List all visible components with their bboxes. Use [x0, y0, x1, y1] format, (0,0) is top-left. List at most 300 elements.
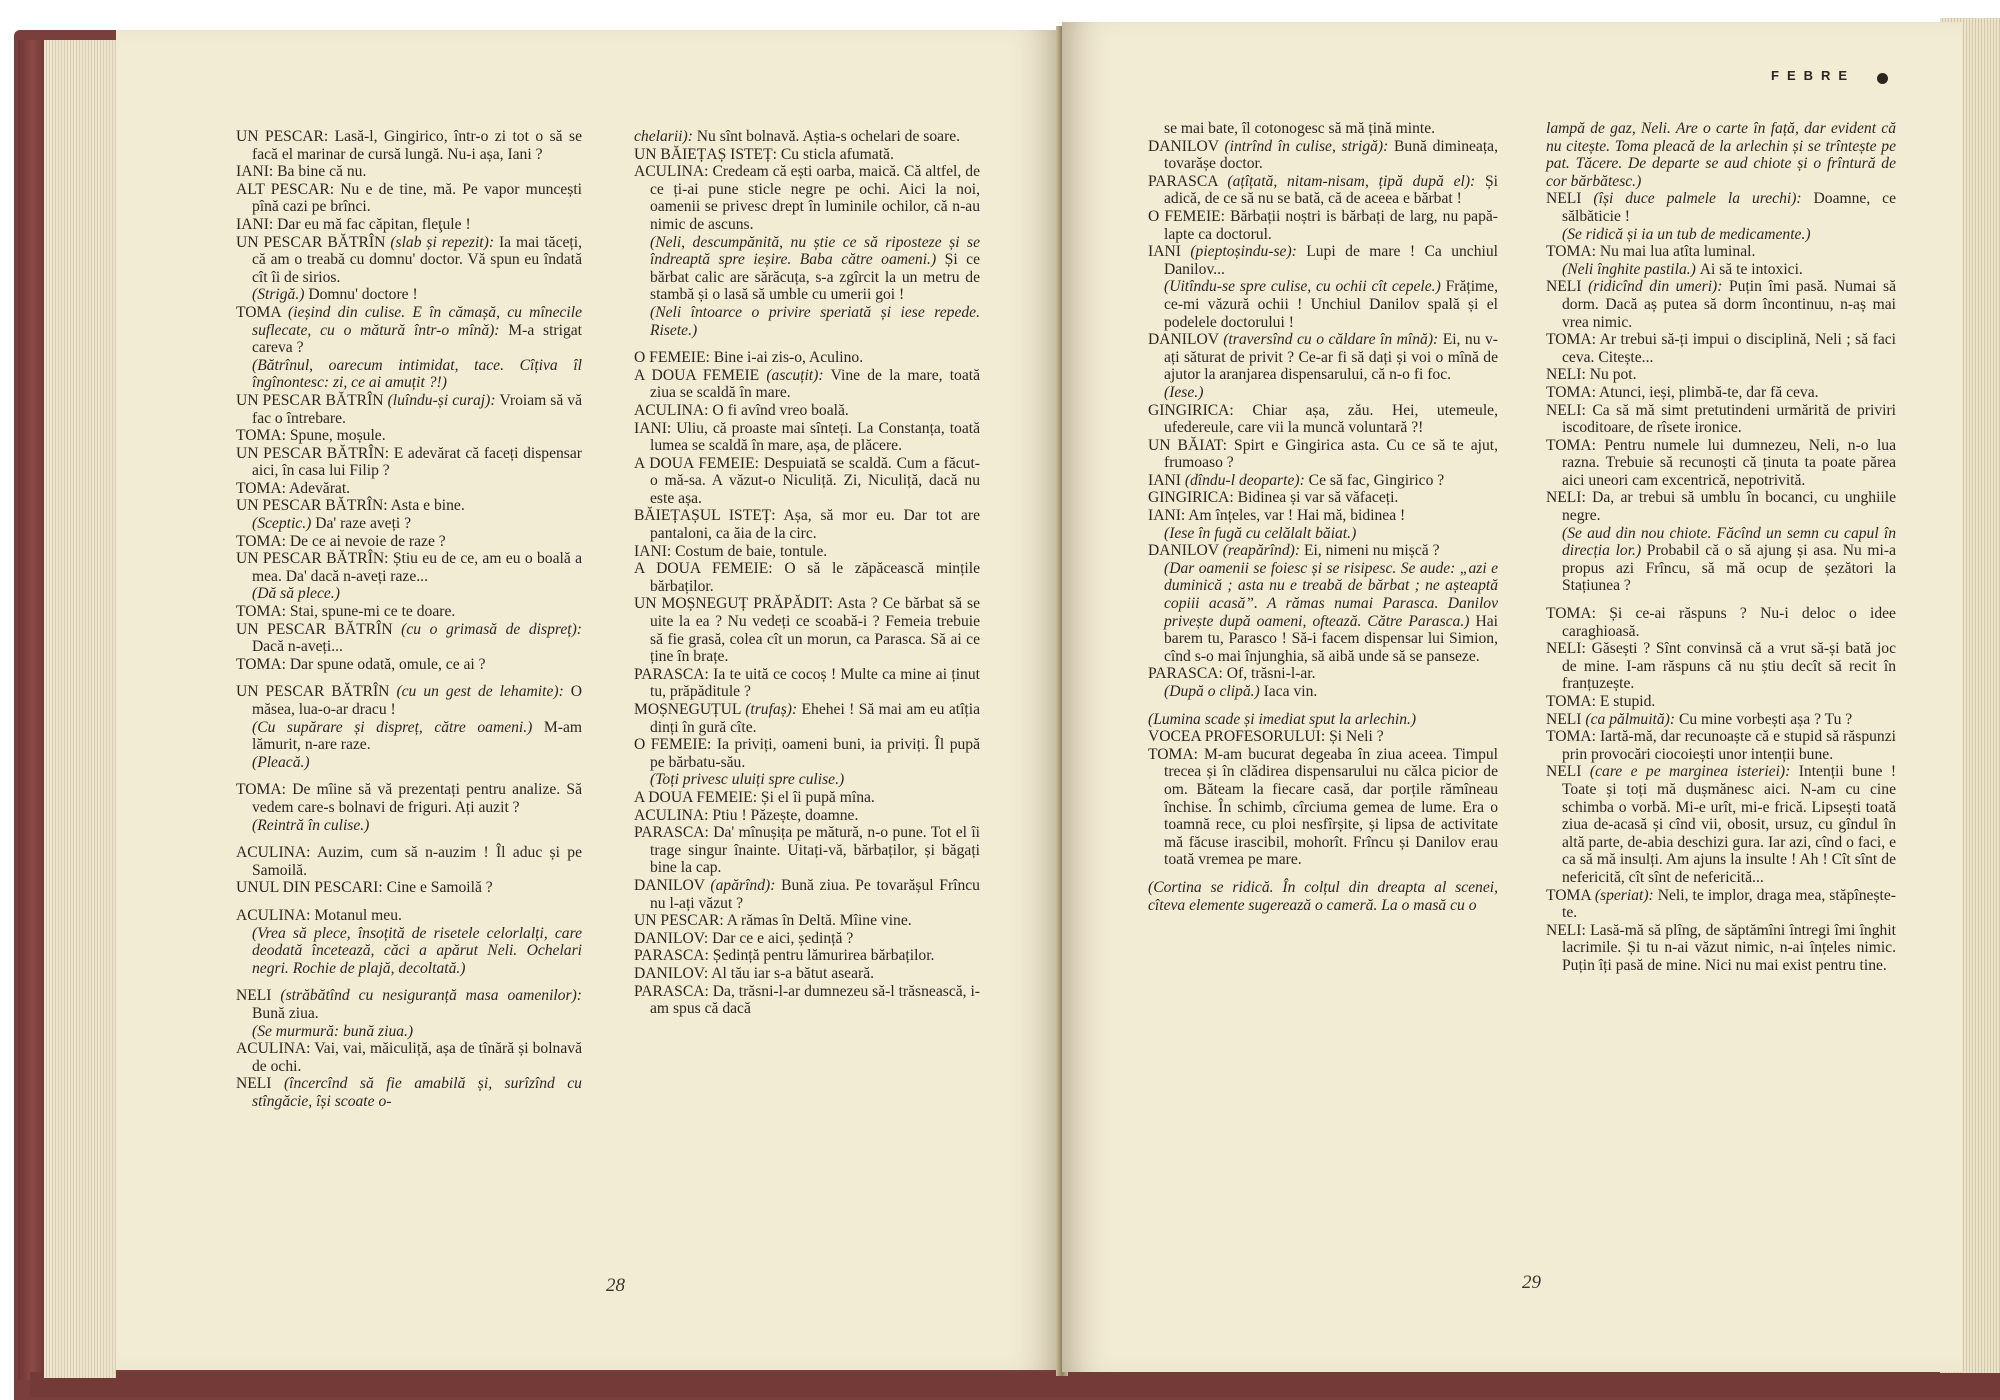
speaker-name: TOMA:: [1546, 436, 1605, 454]
text-paragraph: [1546, 525, 1896, 595]
text-paragraph: [1148, 711, 1498, 729]
text-paragraph: [236, 987, 582, 1022]
speaker-name: TOMA:: [236, 427, 290, 445]
stage-direction: (Se ridică și ia un tub de medicamente.): [1562, 225, 1811, 243]
dialogue-text: Vine de la mare, toată ziua se scaldă în mare.: [650, 366, 980, 402]
speaker-name: TOMA:: [1546, 728, 1600, 746]
speaker-name: UN PESCAR BĂTRÎN: [236, 620, 402, 638]
text-paragraph: [1546, 763, 1896, 886]
text-paragraph: [236, 216, 582, 234]
text-paragraph: [1148, 402, 1498, 437]
dialogue-text: Ptiu ! Păzește, doamne.: [712, 806, 859, 824]
text-paragraph: [236, 781, 582, 816]
text-paragraph: [634, 420, 980, 455]
dialogue-text: Ei, nu v-ați săturat de privit ? Ce-ar fi să dați și voi o mînă de ajutor la aranjarea dispensarului, că n-o fi foc.: [1164, 331, 1498, 384]
text-paragraph: [236, 585, 582, 603]
speaker-name: GINGIRICA:: [1148, 401, 1253, 419]
dialogue-text: Pentru numele lui dumnezeu, Neli, n-o lua razna. Trebuie să recunoști că ținuta ta poate părea aici uneori cam excentrică, nepotrivită.: [1562, 436, 1896, 489]
stage-direction: (Neli întoarce o privire speriată și iese repede. Risete.): [650, 303, 980, 339]
speaker-name: NELI: [1546, 190, 1594, 208]
speaker-name: ACULINA:: [634, 806, 713, 824]
text-paragraph: [634, 128, 980, 146]
text-paragraph: [236, 304, 582, 357]
dialogue-text: Știu eu de ce, am eu o boală a mea. Da' dacă n-aveți raze...: [252, 550, 582, 585]
stage-direction: (dîndu-l deoparte):: [1184, 471, 1309, 489]
stage-direction: (Uitîndu-se spre culise, cu ochii cît cepele.): [1164, 278, 1446, 296]
dialogue-text: Bună ziua. Pe tovarășul Frîncu nu l-ați văzut ?: [650, 876, 980, 912]
dialogue-text: Și adică, de ce să nu se bată, că de aceea e bărbat !: [1164, 172, 1498, 208]
dialogue-text: M-am bucurat degeaba în ziua aceea. Timpul trecea și în clădirea dispensarului nu călca picior de om. Băteam la fiecare casă, dar porțile rămîneau închise. În schimb, cîrciuma gemea de lume. Era o toamnă rece, cu ploi nesfîrșite, și lipsa de activitate mă făcuse irascibil, mohorît. Frîncu și Danilov erau toată vremea pe mare.: [1164, 745, 1498, 869]
right-column-1: [1148, 120, 1498, 914]
speaker-name: TOMA:: [1546, 693, 1600, 710]
dialogue-text: Dar spune odată, omule, ce ai ?: [289, 655, 486, 673]
page-number-right: 29: [1522, 1272, 1541, 1293]
speaker-name: TOMA:: [236, 655, 290, 673]
dialogue-text: Of, trăsni-l-ar.: [1226, 665, 1316, 683]
speaker-name: TOMA:: [236, 532, 290, 550]
dialogue-text: Așa, să mor eu. Dar tot are pantaloni, ca ăia de la circ.: [650, 507, 980, 543]
speaker-name: ACULINA:: [236, 1040, 315, 1058]
dialogue-text: Nu e de tine, mă. Pe vapor muncești pînă cazi pe brînci.: [252, 180, 582, 216]
speaker-name: ACULINA:: [236, 906, 315, 924]
stage-direction: (care e pe marginea isteriei):: [1589, 763, 1799, 781]
text-paragraph: [236, 603, 582, 621]
dialogue-text: Da, trăsni-l-ar dumnezeu să-l trăsnească, i-am spus că dacă: [650, 982, 981, 1018]
stage-direction: (Cu supărare și dispreț, către oameni.): [252, 718, 544, 736]
dialogue-text: Vai, vai, măiculiță, așa de tînără și bolnavă de ochi.: [252, 1040, 582, 1075]
stage-direction: (Strigă.): [252, 286, 309, 304]
text-paragraph: [236, 480, 582, 498]
speaker-name: TOMA:: [1546, 383, 1600, 401]
speaker-name: UN PESCAR:: [236, 128, 335, 145]
dialogue-text: Și ce bărbat calic are sărăcuța, s-a zgîrcit la un metru de stambă și o lasă să umble cu umerii goi !: [650, 251, 980, 304]
speaker-name: IANI:: [634, 419, 677, 437]
text-paragraph: [1148, 489, 1498, 507]
text-paragraph: [236, 357, 582, 392]
dialogue-text: Cu mine vorbești așa ? Tu ?: [1678, 710, 1853, 728]
cover-spine-edge: [18, 40, 46, 1380]
text-paragraph: [1148, 683, 1498, 701]
text-paragraph: [634, 807, 980, 825]
dialogue-text: Asta e bine.: [390, 497, 465, 515]
speaker-name: PARASCA:: [1148, 665, 1227, 683]
speaker-name: TOMA: [236, 303, 289, 321]
dialogue-text: Frățime, ce-mi văzură ochii ! Unchiul Danilov spală și el podelele doctorului !: [1164, 278, 1498, 331]
dialogue-text: Bine i-ai zis-o, Aculino.: [713, 349, 864, 367]
text-paragraph: [1148, 243, 1498, 278]
dialogue-text: Ia mai tăceți, că am o treabă cu domnu' doctor. Vă spun eu îndată cît îi de sirios.: [252, 233, 582, 286]
left-column-1: [236, 128, 582, 1110]
dialogue-text: Dar ce e aici, ședință ?: [712, 929, 854, 947]
speaker-name: A DOUA FEMEIE:: [634, 560, 785, 578]
dialogue-text: Nu sînt bolnavă. Aștia-s ochelari de soare.: [696, 128, 961, 145]
text-paragraph: [1148, 472, 1498, 490]
speaker-name: UN BĂIEȚAȘ ISTEȚ:: [634, 145, 781, 163]
dialogue-text: Ca să mă simt pretutindeni urmărită de priviri iscoditoare, de rîsete ironice.: [1562, 401, 1896, 437]
speaker-name: ACULINA:: [236, 844, 317, 862]
dialogue-text: Atunci, ieși, plimbă-te, dar fă ceva.: [1599, 383, 1819, 401]
dialogue-text: Cine e Samoilă ?: [386, 879, 493, 897]
stage-direction: (Iese.): [1164, 383, 1204, 401]
dialogue-text: Bună dimineața, tovarășe doctor.: [1164, 137, 1498, 173]
stage-direction: (Vrea să plece, însoțită de risetele celorlalți, care deodată încetează, căci a apărut Neli. Ochelari negri. Rochie de plajă, decoltată.): [252, 924, 582, 977]
text-paragraph: [1148, 278, 1498, 331]
text-paragraph: [1546, 922, 1896, 975]
dialogue-text: Credeam că ești oarba, maică. Că altfel, de ce ți-ai pune sticle negre pe ochi. Aici la noi, oamenii se privesc drept în luminile ochilor, că n-au nimic de ascuns.: [650, 163, 980, 233]
stage-direction: (își duce palmele la urechi):: [1593, 190, 1814, 208]
dialogue-text: De ce ai nevoie de raze ?: [289, 532, 446, 550]
dialogue-text: Și ce-ai răspuns ? Nu-i deloc o idee caraghioasă.: [1562, 605, 1896, 640]
stage-direction: (Neli înghite pastila.): [1562, 260, 1700, 278]
dialogue-text: M-am lămurit, n-are raze.: [252, 718, 582, 754]
text-paragraph: [1546, 243, 1896, 261]
speaker-name: IANI: [1148, 471, 1185, 489]
speaker-name: IANI:: [236, 215, 278, 233]
speaker-name: UNUL DIN PESCARI:: [236, 879, 387, 897]
speaker-name: UN PESCAR BĂTRÎN: [236, 683, 397, 701]
dialogue-text: Da' mînușița pe mătură, n-o pune. Tot el îi trage singur înainte. Uitați-vă, bărbaților, și băgați bine la cap.: [650, 824, 981, 877]
speaker-name: TOMA: [1546, 886, 1595, 904]
dialogue-text: Probabil că o să ajung și asa. Nu mi-a propus azi Frîncu, să mă ocup de șezători la Stațiunea ?: [1562, 542, 1896, 595]
text-paragraph: [1546, 437, 1896, 490]
dialogue-text: Ei, nimeni nu mișcă ?: [1303, 542, 1440, 560]
dialogue-text: Costum de baie, tontule.: [675, 542, 828, 560]
running-header: FEBRE: [1771, 68, 1856, 83]
dialogue-text: Iartă-mă, dar recunoaște că e stupid să răspunzi prin provocări ciocoiești unor intenții bune.: [1562, 728, 1896, 763]
stage-direction: (speriat):: [1594, 886, 1658, 904]
speaker-name: IANI:: [236, 163, 278, 181]
dialogue-text: Despuiată se scaldă. Cum a făcut-o mă-sa. A văzut-o Niculiță. Zi, Niculiță, dacă nu este așa.: [650, 454, 980, 507]
speaker-name: PARASCA:: [634, 982, 713, 1000]
dialogue-text: Puțin îmi pasă. Numai să dorm. Dacă aș putea să dorm încontinuu, n-aș mai vrea nimic.: [1562, 278, 1896, 331]
dialogue-text: Adevărat.: [289, 479, 351, 497]
text-paragraph: [236, 656, 582, 674]
speaker-name: UN BĂIAT:: [1148, 436, 1235, 454]
dialogue-text: Ba bine că nu.: [277, 163, 367, 181]
dialogue-text: Bună ziua.: [252, 1004, 319, 1022]
stage-direction: (Dă să plece.): [252, 585, 340, 603]
stage-direction: (Pleacă.): [252, 753, 310, 771]
speaker-name: NELI: [236, 1075, 284, 1093]
text-paragraph: [634, 402, 980, 420]
speaker-name: GINGIRICA:: [1148, 489, 1238, 507]
dialogue-text: Cu sticla afumată.: [780, 145, 894, 163]
stage-direction: (apărînd):: [710, 876, 782, 894]
speaker-name: DANILOV: [1148, 542, 1223, 560]
dialogue-text: Iaca vin.: [1263, 683, 1318, 700]
speaker-name: TOMA:: [1546, 331, 1600, 349]
speaker-name: UN PESCAR BĂTRÎN: [236, 233, 391, 251]
text-paragraph: [1546, 190, 1896, 225]
dialogue-text: Ai să te intoxici.: [1699, 260, 1803, 278]
text-paragraph: [634, 234, 980, 304]
text-paragraph: [236, 550, 582, 585]
stage-direction: (reapărînd):: [1222, 542, 1304, 560]
dialogue-text: Al tău iar s-a bătut aseară.: [711, 964, 875, 982]
stage-direction: (slab și repezit):: [390, 233, 499, 251]
stage-direction: lampă de gaz, Neli. Are o carte în față, dar evident că nu citește. Toma pleacă de la arlechin și se trîntește pe pat. Tăcere. De departe se aud chiote și o frîntură de cor bărbătesc.): [1546, 120, 1896, 190]
dialogue-text: O să le zăpăcească mințile bărbaților.: [650, 560, 981, 595]
speaker-name: IANI:: [634, 542, 676, 560]
stage-direction: (ridicînd din umeri):: [1588, 278, 1729, 296]
dialogue-text: Da' raze aveți ?: [315, 515, 412, 533]
text-paragraph: [1148, 331, 1498, 384]
text-paragraph: [1148, 120, 1498, 138]
dialogue-text: Doamne, ce sălbăticie !: [1562, 190, 1896, 225]
text-paragraph: [1148, 173, 1498, 208]
text-paragraph: [1148, 525, 1498, 543]
text-paragraph: [634, 455, 980, 508]
dialogue-text: se mai bate, îl cotonogesc să mă țină minte.: [1164, 120, 1436, 137]
text-paragraph: [1546, 226, 1896, 244]
dialogue-text: Ehehei ! Să mai am eu atîția dinți în gură cîte.: [650, 701, 980, 736]
text-paragraph: [1546, 384, 1896, 402]
speaker-name: VOCEA PROFESORULUI:: [1148, 728, 1330, 746]
text-paragraph: [236, 719, 582, 754]
text-paragraph: [236, 392, 582, 427]
text-paragraph: [634, 304, 980, 339]
text-paragraph: [1148, 560, 1498, 666]
text-paragraph: [1148, 208, 1498, 243]
text-paragraph: [236, 163, 582, 181]
text-paragraph: [1546, 711, 1896, 729]
speaker-name: PARASCA: [1148, 172, 1228, 190]
speaker-name: O FEMEIE:: [1148, 207, 1231, 225]
speaker-name: UN PESCAR BĂTRÎN:: [236, 444, 394, 462]
dialogue-text: A rămas în Deltă. Mîine vine.: [726, 912, 912, 930]
speaker-name: PARASCA:: [634, 665, 714, 683]
speaker-name: DANILOV:: [634, 929, 713, 947]
text-paragraph: [634, 701, 980, 736]
text-paragraph: [236, 844, 582, 879]
dialogue-text: Nu mai lua atîta luminal.: [1599, 243, 1756, 261]
dialogue-text: Spune, moșule.: [289, 427, 386, 445]
text-paragraph: [634, 163, 980, 233]
text-paragraph: [634, 560, 980, 595]
text-paragraph: [236, 128, 582, 163]
text-paragraph: [634, 146, 980, 164]
stage-direction: (Reintră în culise.): [252, 816, 370, 834]
text-paragraph: [1148, 879, 1498, 914]
dialogue-text: Hai barem tu, Parasco ! Să-i facem dispensar lui Simion, cînd s-o mai înjunghia, să aibă unde să se panseze.: [1164, 612, 1498, 665]
stage-direction: (Cortina se ridică. În colțul din dreapta al scenei, cîteva elemente sugerează o cameră. La o masă cu o: [1148, 878, 1498, 914]
dialogue-text: O măsea, lua-o-ar dracu !: [252, 683, 582, 718]
dialogue-text: Dar eu mă fac căpitan, fleţule !: [277, 215, 471, 233]
text-paragraph: [634, 912, 980, 930]
stage-direction: (ascuțit):: [766, 366, 831, 384]
text-paragraph: [634, 789, 980, 807]
text-paragraph: [634, 367, 980, 402]
text-paragraph: [1546, 728, 1896, 763]
speaker-name: NELI:: [1546, 921, 1591, 939]
speaker-name: TOMA:: [1546, 243, 1600, 261]
text-paragraph: [634, 543, 980, 561]
dialogue-text: M-a strigat careva ?: [252, 321, 583, 357]
speaker-name: TOMA:: [1546, 605, 1610, 623]
text-paragraph: [236, 683, 582, 718]
speaker-name: DANILOV: [1148, 331, 1224, 349]
speaker-name: PARASCA:: [634, 947, 713, 965]
text-paragraph: [236, 1023, 582, 1041]
text-paragraph: [1148, 542, 1498, 560]
right-column-2: [1546, 120, 1896, 975]
text-paragraph: [634, 595, 980, 665]
text-paragraph: [1148, 384, 1498, 402]
text-paragraph: [634, 507, 980, 542]
text-paragraph: [1148, 138, 1498, 173]
stage-direction: (Dar oamenii se foiesc și se risipesc. Se aude: „azi e duminică ; asta nu e treabă de bărbat ; ne așteaptă copiii acasă”. A rămas numai Parasca. Danilov privește după oameni, oftează. Către Parasca.): [1164, 559, 1498, 630]
speaker-name: NELI: [236, 987, 281, 1005]
speaker-name: MOȘNEGUȚUL: [634, 701, 746, 718]
text-paragraph: [634, 736, 980, 771]
background-top: [0, 0, 2000, 22]
speaker-name: UN MOȘNEGUȚ PRĂPĂDIT:: [634, 595, 838, 613]
text-paragraph: [1148, 746, 1498, 869]
right-page: [1062, 22, 1962, 1372]
dialogue-text: Spirt e Gingirica asta. Cu ce să te ajut, frumoaso ?: [1164, 436, 1498, 472]
stage-direction: (încercînd să fie amabilă și, surîzînd cu stîngăcie, își scoate o-: [252, 1075, 582, 1110]
speaker-name: NELI: [1546, 763, 1590, 781]
text-paragraph: [236, 925, 582, 978]
dialogue-text: Ia te uită ce cocoș ! Multe ca mine ai ținut tu, prăpăditule ?: [650, 665, 980, 701]
speaker-name: UN PESCAR:: [634, 912, 727, 930]
stage-direction: (Sceptic.): [252, 515, 316, 533]
stage-direction: (După o clipă.): [1164, 683, 1264, 700]
stage-direction: (Se aud din nou chiote. Făcînd un semn cu capul în direcția lor.): [1562, 524, 1896, 560]
dialogue-text: Găsești ? Sînt convinsă că a vrut să-și bată joc de mine. I-am răspuns că nu știu decît să recit în franțuzește.: [1562, 640, 1896, 693]
dialogue-text: Uliu, că proaste mai sînteți. La Constanța, toată lumea se scaldă în mare, așa, de plăcere.: [650, 419, 981, 455]
dialogue-text: E adevărat că faceți dispensar aici, în casa lui Filip ?: [252, 444, 582, 480]
stage-direction: (Toți privesc uluiți spre culise.): [650, 771, 845, 789]
stage-direction: chelarii):: [634, 128, 697, 145]
stage-direction: (ațîțată, nitam-nisam, țipă după el):: [1227, 172, 1485, 190]
speaker-name: DANILOV: [634, 876, 711, 894]
text-paragraph: [1546, 261, 1896, 279]
text-paragraph: [236, 879, 582, 897]
dialogue-text: Neli, te implor, draga mea, stăpînește-te.: [1562, 886, 1896, 922]
speaker-name: UN PESCAR BĂTRÎN: [236, 391, 388, 409]
speaker-name: NELI: [1546, 278, 1589, 296]
header-bullet-icon: [1877, 73, 1888, 84]
stage-direction: (ieșind din culise. E în cămașă, cu mînecile suflecate, cu o mătură într-o mînă):: [252, 303, 582, 339]
stage-direction: (Lumina scade și imediat sput la arlechin.): [1148, 710, 1417, 728]
dialogue-text: Dacă n-aveți...: [252, 638, 343, 656]
text-paragraph: [1148, 665, 1498, 683]
dialogue-text: De mîine să vă prezentați pentru analize. Să vedem care-s bolnavi de friguri. Ați auzit ?: [252, 781, 582, 816]
text-paragraph: [236, 533, 582, 551]
text-paragraph: [1546, 278, 1896, 331]
stage-direction: (cu un gest de lehamite):: [396, 683, 571, 701]
text-paragraph: [634, 930, 980, 948]
stage-direction: (Iese în fugă cu celălalt băiat.): [1164, 524, 1357, 542]
speaker-name: TOMA:: [236, 479, 290, 497]
speaker-name: BĂIEȚAȘUL ISTEȚ:: [634, 507, 784, 525]
dialogue-text: Lupi de mare ! Ca unchiul Danilov...: [1164, 243, 1498, 278]
text-paragraph: [236, 181, 582, 216]
dialogue-text: E stupid.: [1599, 693, 1656, 710]
dialogue-text: Intenții bune ! Toate și toți mă dușmănesc aici. N-am cu cine schimba o vorbă. Mi-e urît, mi-e frică. Lipsești toată ziua de-acasă și cînd vii, obosit, ursuz, cu gîndul în altă parte, de-abia deschizi gura. Iar azi, cînd o faci, e ca să mă insulți. Am ajuns la insulte ! Ah ! Cît sînt de nefericită, cît sînt de nefericită...: [1562, 763, 1897, 886]
speaker-name: PARASCA:: [634, 824, 714, 842]
text-paragraph: [1148, 507, 1498, 525]
text-paragraph: [236, 445, 582, 480]
text-paragraph: [634, 824, 980, 877]
speaker-name: NELI:: [1546, 401, 1593, 419]
speaker-name: A DOUA FEMEIE: [634, 366, 767, 384]
dialogue-text: Motanul meu.: [314, 906, 402, 924]
text-paragraph: [634, 965, 980, 983]
text-paragraph: [634, 771, 980, 789]
speaker-name: NELI:: [1546, 640, 1592, 658]
stage-direction: (străbătînd cu nesiguranță masa oamenilor):: [280, 987, 582, 1005]
stage-direction: (cu o grimasă de dispreț):: [401, 620, 582, 638]
text-paragraph: [1546, 489, 1896, 524]
stage-direction: (traversînd cu o căldare în mînă):: [1223, 331, 1443, 349]
stage-direction: (pieptoșindu-se):: [1190, 243, 1307, 261]
text-paragraph: [1546, 120, 1896, 190]
dialogue-text: O fi avînd vreo boală.: [712, 401, 849, 419]
dialogue-text: Auzim, cum să n-auzim ! Îl aduc și pe Samoilă.: [252, 844, 582, 879]
dialogue-text: Am înțeles, var ! Hai mă, bidinea !: [1188, 507, 1406, 525]
speaker-name: NELI:: [1546, 489, 1593, 507]
text-paragraph: [1546, 605, 1896, 640]
speaker-name: NELI:: [1546, 366, 1590, 384]
speaker-name: DANILOV:: [634, 964, 712, 982]
text-paragraph: [236, 817, 582, 835]
dialogue-text: Lasă-mă să plîng, de săptămîni întregi îmi înghit lacrimile. Și tu n-ai văzut nimic, n-ai înțeles nimic. Puțin îți pasă de mine. Nici nu mai exist pentru tine.: [1562, 921, 1896, 974]
text-paragraph: [634, 349, 980, 367]
speaker-name: A DOUA FEMEIE:: [634, 788, 761, 806]
stage-direction: (Se murmură: bună ziua.): [252, 1022, 414, 1040]
dialogue-text: Asta ? Ce bărbat să se uite la ea ? Nu vedeți ce scoabă-i ? Femeia trebuie să fie grasă, colea cît un morun, ca Parasca. Să ai ce ține în brațe.: [650, 595, 981, 666]
speaker-name: NELI: [1546, 710, 1586, 728]
speaker-name: O FEMEIE:: [634, 736, 717, 754]
speaker-name: UN PESCAR BĂTRÎN:: [236, 550, 393, 568]
dialogue-text: Vroiam să vă fac o întrebare.: [252, 391, 582, 427]
text-paragraph: [236, 234, 582, 287]
left-page-stack: [44, 40, 116, 1378]
dialogue-text: Da, ar trebui să umblu în bocanci, cu unghiile negre.: [1562, 489, 1896, 525]
text-paragraph: [1546, 693, 1896, 711]
text-paragraph: [634, 983, 980, 1018]
speaker-name: IANI: [1148, 243, 1191, 261]
text-paragraph: [236, 754, 582, 772]
speaker-name: IANI:: [1148, 507, 1189, 525]
text-paragraph: [236, 907, 582, 925]
stage-direction: (intrînd în culise, strigă):: [1224, 137, 1394, 155]
text-paragraph: [1546, 640, 1896, 693]
dialogue-text: Chiar așa, zău. Hei, utemeule, ufedereule, care vii la muncă voluntară ?!: [1164, 401, 1498, 437]
text-paragraph: [236, 621, 582, 656]
dialogue-text: Domnu' doctore !: [308, 286, 418, 304]
stage-direction: (Neli, descumpănită, nu știe ce să riposteze și se îndreaptă spre ieșire. Baba către oameni.): [650, 233, 980, 269]
text-paragraph: [1546, 402, 1896, 437]
text-paragraph: [236, 515, 582, 533]
book-cover-bottom: [30, 1372, 2000, 1397]
text-paragraph: [1148, 437, 1498, 472]
text-paragraph: [634, 666, 980, 701]
text-paragraph: [634, 877, 980, 912]
dialogue-text: Bidinea și var să văfaceți.: [1237, 489, 1399, 507]
dialogue-text: Lasă-l, Gingirico, într-o zi tot o să se facă el marinar de cursă lungă. Nu-i așa, Iani ?: [252, 128, 582, 163]
text-paragraph: [1148, 728, 1498, 746]
text-paragraph: [236, 427, 582, 445]
dialogue-text: Bărbații noștri is bărbați de larg, nu papă-lapte ca doctorul.: [1164, 207, 1498, 243]
page-number-left: 28: [606, 1275, 625, 1296]
stage-direction: (Bătrînul, oarecum intimidat, tace. Cîțiva îl îngînontesc: zi, ce ai amuțit ?!): [252, 356, 582, 392]
speaker-name: ACULINA:: [634, 163, 713, 181]
speaker-name: TOMA:: [1148, 745, 1205, 763]
text-paragraph: [1546, 331, 1896, 366]
